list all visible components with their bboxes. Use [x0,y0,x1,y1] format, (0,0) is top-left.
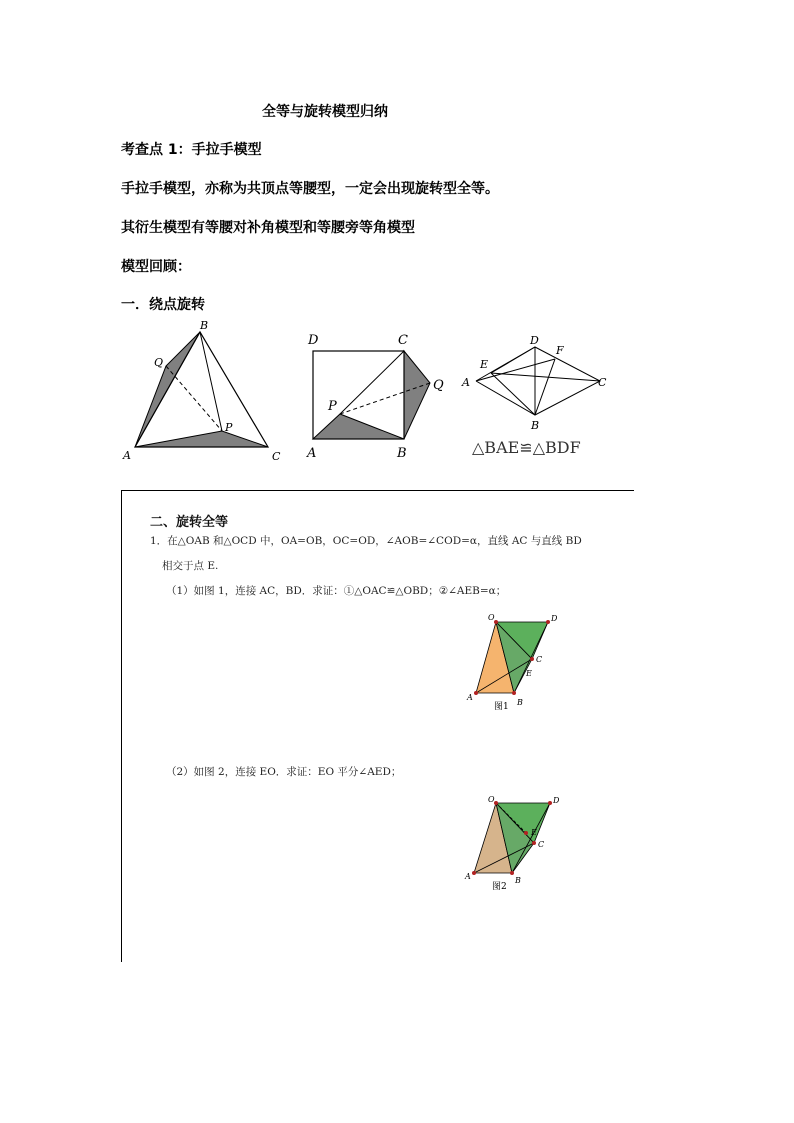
point-d [546,620,550,624]
segment-ec [491,373,600,381]
figure-2-caption: 图2 [492,882,507,892]
label-b: B [397,446,407,461]
label-e: E [480,358,489,371]
figure-triangle-rotation [118,314,290,464]
label-o: O [488,613,495,622]
point-c [532,841,536,845]
segment-pc [340,351,404,414]
label-b: B [515,876,521,885]
segment-ed [491,347,535,373]
point-b [510,871,514,875]
label-a: A [307,446,317,461]
figure-2-rotation [462,791,572,901]
label-d: D [308,333,319,348]
point-a [474,691,478,695]
congruence-caption: △BAE≌△BDF [472,438,581,457]
problem-part-2: （2）如图 2，连接 EO．求证：EO 平分∠AED； [166,766,402,778]
section-rotate-about-point: 一．绕点旋转 [121,297,205,313]
shaded-triangle-apc [135,431,268,447]
label-c: C [598,376,607,389]
label-a: A [462,376,470,389]
label-q: Q [154,356,164,369]
figure-1-rotation [462,609,572,719]
problem-part-1: （1）如图 1，连接 AC，BD．求证：①△OAC≌△OBD；②∠AEB=α； [166,585,507,597]
point-c [530,657,534,661]
label-q: Q [433,378,444,393]
figure-square-rotation [300,326,460,464]
point-d [548,801,552,805]
label-e: E [531,828,537,837]
label-a: A [465,872,471,881]
segment-bp [200,332,222,431]
label-b: B [200,319,209,332]
figure-1-caption: 图1 [494,702,509,712]
point-o [494,801,498,805]
point-a [472,871,476,875]
point-b [512,691,516,695]
scanned-excerpt [121,490,634,962]
label-e: E [526,669,532,678]
shaded-triangle-apb [313,414,404,439]
para-hand-in-hand: 手拉手模型，亦称为共顶点等腰型，一定会出现旋转型全等。 [121,181,499,197]
label-p: P [225,421,233,434]
outer-triangle-abc [135,332,268,447]
figure-double-isosceles [456,330,616,462]
label-c: C [272,450,281,463]
label-c: C [538,840,545,849]
label-a: A [467,693,473,702]
label-b: B [531,419,540,432]
label-d: D [553,796,560,805]
problem-line-2: 相交于点 E. [162,560,219,572]
label-p: P [328,399,337,414]
outer-kite [476,347,600,415]
label-f: F [556,344,564,357]
point-o [494,620,498,624]
doc-title: 全等与旋转模型归纳 [262,104,388,120]
para-derived-models: 其衍生模型有等腰对补角模型和等腰旁等角模型 [121,220,415,236]
label-o: O [488,795,495,804]
point-e [524,831,528,835]
label-c: C [536,655,543,664]
scan-heading: 二、旋转全等 [150,515,229,530]
label-c: C [398,333,408,348]
label-a: A [123,449,131,462]
problem-line-1: 1．在△OAB 和△OCD 中，OA=OB，OC=OD，∠AOB=∠COD=α，直线 AC 与直线 BD [150,535,582,547]
shaded-triangle-cqb [404,351,430,439]
label-b: B [517,698,523,707]
model-review: 模型回顾： [121,259,191,275]
label-d: D [551,614,558,623]
point1-heading: 考查点 1：手拉手模型 [121,142,262,158]
label-d: D [530,334,539,347]
